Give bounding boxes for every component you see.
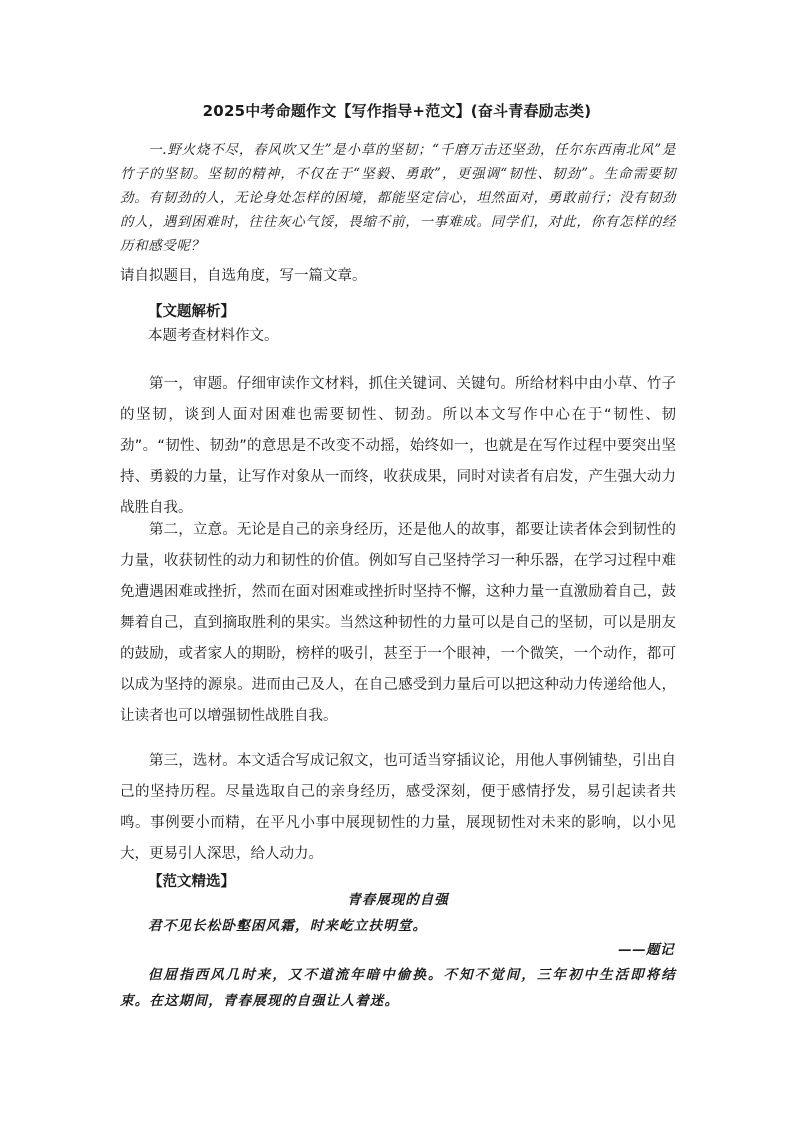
analysis-heading: 【文题解析】 — [148, 304, 235, 320]
analysis-paragraph-intent: 第二，立意。无论是自己的亲身经历，还是他人的故事，都要让读者体会到韧性的力量，收获韧性的动力和韧性的价值。例如写自己坚持学习一种乐器，在学习过程中难免遭遇困难或挫折，然而在面对困难或挫折时坚持不懈，这种力量一直激励着自己，鼓舞着自己，直到摘取胜利的果实。当然这种韧性的力量可以是自己的坚韧，可以是朋友的鼓励，或者家人的期盼，榜样的吸引，甚至于一个眼神，一个微笑，一个动作，都可以成为坚持的源泉。进而由己及人，在自己感受到力量后可以把这种动力传递给他人，让读者也可以增强韧性战胜自我。 — [120, 522, 676, 724]
epigraph-attribution: ——题记 — [618, 942, 674, 958]
sample-heading: 【范文精选】 — [148, 874, 235, 890]
essay-paragraph: 但屈指西风几时来，又不道流年暗中偷换。不知不觉间，三年初中生活即将结束。在这期间，青春展现的自强让人着迷。 — [120, 967, 676, 1009]
analysis-paragraph-material: 第三，选材。本文适合写成记叙文，也可适当穿插议论，用他人事例铺垫，引出自己的坚持历程。尽量选取自己的亲身经历，感受深刻，便于感情抒发，易引起读者共鸣。事例要小而精，在平凡小事中展现韧性的力量，展现韧性对未来的影响，以小见大，更易引人深思，给人动力。 — [120, 753, 676, 862]
essay-epigraph: 君不见长松卧壑困风霜，时来屹立扶明堂。 — [148, 918, 428, 934]
analysis-intro: 本题考查材料作文。 — [148, 328, 279, 344]
writing-prompt: 一.野火烧不尽，春风吹又生”是小草的坚韧；“千磨万击还坚劲，任尔东西南北风”是竹子的坚韧。坚韧的精神，不仅在于“坚毅、勇敢”，更强调“韧性、韧劲”。生命需要韧劲。有韧劲的人，无论身处怎样的困境，都能坚定信心，坦然面对，勇敢前行；没有韧劲的人，遇到困难时，往往灰心气馁，畏缩不前，一事难成。同学们，对此，你有怎样的经历和感受呢？ — [120, 142, 676, 254]
document-title: 2025中考命题作文【写作指导+范文】(奋斗青春励志类) — [202, 102, 592, 120]
writing-instruction: 请自拟题目，自选角度，写一篇文章。 — [120, 268, 367, 284]
analysis-paragraph-review: 第一，审题。仔细审读作文材料，抓住关键词、关键句。所给材料中由小草、竹子的坚韧，谈到人面对困难也需要韧性、韧劲。所以本文写作中心在于“韧性、韧劲”。“韧性、韧劲”的意思是不改变不动摇，始终如一，也就是在写作过程中要突出坚持、勇毅的力量，让写作对象从一而终，收获成果，同时对读者有启发，产生强大动力战胜自我。 — [120, 376, 676, 516]
essay-title: 青春展现的自强 — [347, 892, 449, 908]
